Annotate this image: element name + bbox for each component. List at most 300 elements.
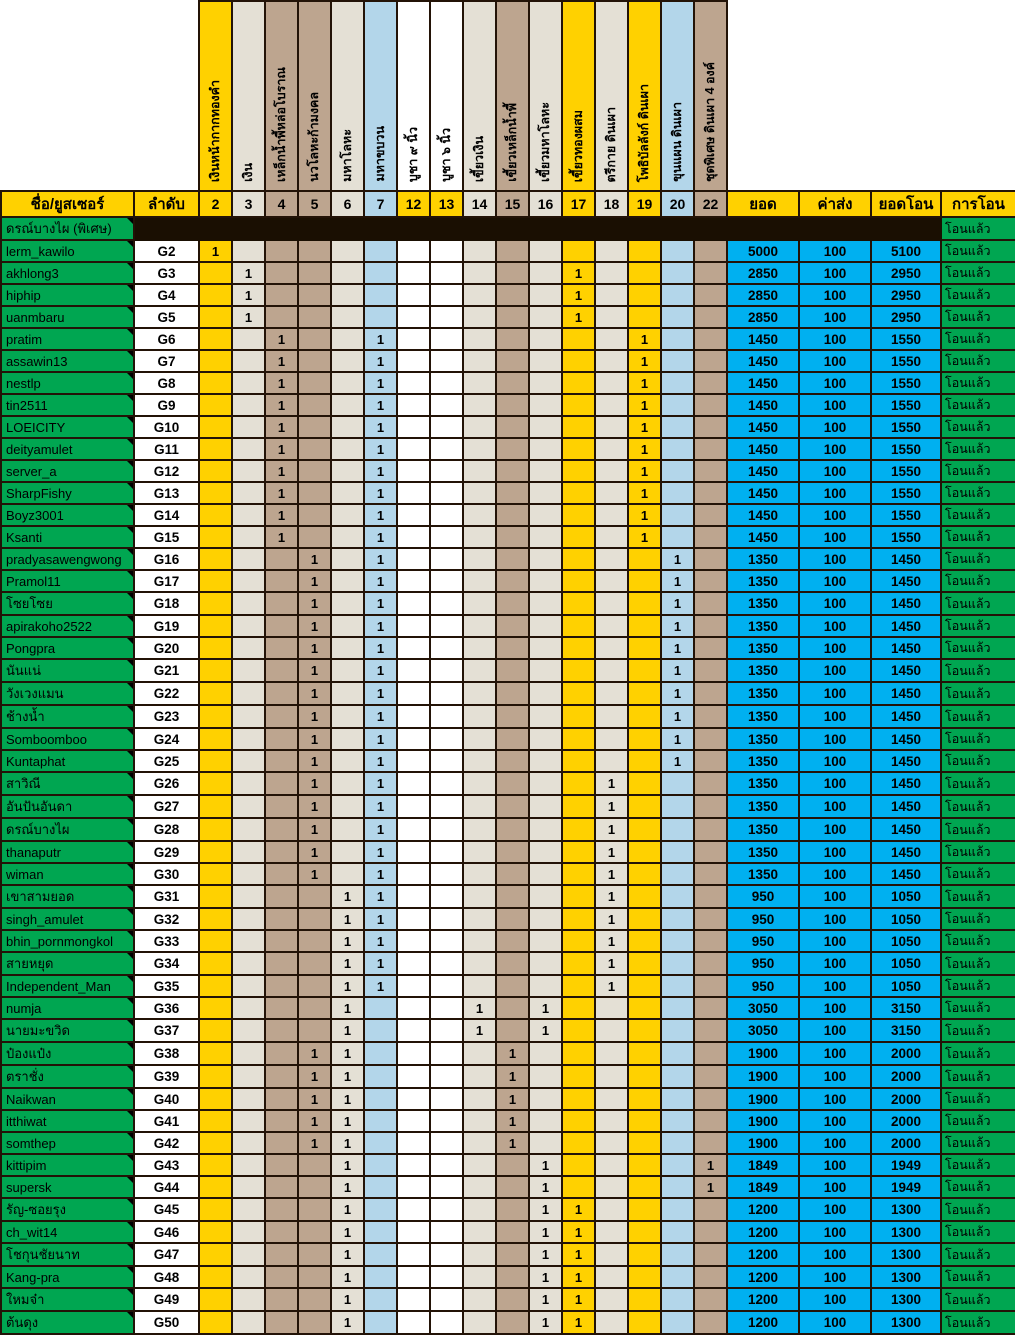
mark-cell-16[interactable] — [529, 705, 562, 728]
mark-cell-19[interactable] — [628, 1266, 661, 1288]
order-cell[interactable]: G45 — [134, 1198, 199, 1221]
mark-cell-20[interactable] — [661, 394, 694, 416]
mark-cell-19[interactable] — [628, 818, 661, 841]
mark-cell-19[interactable] — [628, 1110, 661, 1132]
mark-cell-3[interactable] — [232, 570, 265, 592]
total-cell[interactable]: 1450 — [727, 416, 799, 438]
mark-cell-5[interactable] — [298, 240, 331, 262]
mark-cell-17[interactable]: 1 — [562, 262, 595, 284]
mark-cell-4[interactable] — [265, 818, 298, 841]
mark-cell-13[interactable] — [430, 548, 463, 570]
mark-cell-15[interactable] — [496, 795, 529, 818]
mark-cell-19[interactable] — [628, 1042, 661, 1065]
mark-cell-6[interactable]: 1 — [331, 1065, 364, 1088]
mark-cell-18[interactable] — [595, 1019, 628, 1042]
mark-cell-2[interactable] — [199, 1288, 232, 1311]
transfer-status-cell[interactable]: โอนแล้ว — [941, 930, 1015, 952]
mark-cell-6[interactable] — [331, 570, 364, 592]
order-cell[interactable]: G3 — [134, 262, 199, 284]
mark-cell-19[interactable] — [628, 908, 661, 930]
mark-cell-6[interactable] — [331, 659, 364, 682]
mark-cell-22[interactable] — [694, 306, 727, 328]
mark-cell-12[interactable] — [397, 1132, 430, 1154]
col-header-15[interactable] — [496, 1, 529, 191]
username-cell[interactable]: ตราชั่ง — [1, 1065, 134, 1088]
transfer-total-cell[interactable]: 1450 — [871, 637, 941, 659]
mark-cell-18[interactable]: 1 — [595, 841, 628, 863]
mark-cell-3[interactable] — [232, 1110, 265, 1132]
mark-cell-4[interactable] — [265, 306, 298, 328]
mark-cell-4[interactable] — [265, 659, 298, 682]
mark-cell-12[interactable] — [397, 930, 430, 952]
mark-cell-6[interactable] — [331, 637, 364, 659]
mark-cell-7[interactable] — [364, 1154, 397, 1176]
mark-cell-3[interactable] — [232, 394, 265, 416]
fee-cell[interactable]: 100 — [799, 659, 871, 682]
mark-cell-14[interactable] — [463, 1288, 496, 1311]
mark-cell-2[interactable] — [199, 592, 232, 615]
transfer-total-cell[interactable]: 2000 — [871, 1042, 941, 1065]
transfer-status-cell[interactable]: โอนแล้ว — [941, 1198, 1015, 1221]
mark-cell-20[interactable]: 1 — [661, 592, 694, 615]
username-cell[interactable]: โซยโซย — [1, 592, 134, 615]
mark-cell-4[interactable] — [265, 885, 298, 908]
mark-cell-18[interactable] — [595, 504, 628, 526]
mark-cell-17[interactable] — [562, 592, 595, 615]
total-cell[interactable]: 1350 — [727, 615, 799, 637]
mark-cell-13[interactable] — [430, 841, 463, 863]
total-cell[interactable]: 1849 — [727, 1176, 799, 1198]
order-cell[interactable]: G40 — [134, 1088, 199, 1110]
total-cell[interactable]: 1450 — [727, 526, 799, 548]
total-cell[interactable]: 3050 — [727, 997, 799, 1019]
mark-cell-2[interactable] — [199, 795, 232, 818]
mark-cell-15[interactable] — [496, 750, 529, 772]
mark-cell-15[interactable] — [496, 659, 529, 682]
mark-cell-18[interactable] — [595, 306, 628, 328]
mark-cell-20[interactable]: 1 — [661, 548, 694, 570]
mark-cell-12[interactable] — [397, 772, 430, 795]
order-cell[interactable]: G11 — [134, 438, 199, 460]
mark-cell-12[interactable] — [397, 416, 430, 438]
col-header-7[interactable] — [364, 1, 397, 191]
mark-cell-5[interactable] — [298, 975, 331, 997]
fee-cell[interactable]: 100 — [799, 728, 871, 750]
mark-cell-19[interactable] — [628, 1132, 661, 1154]
username-cell[interactable]: ป๋องแป๋ง — [1, 1042, 134, 1065]
mark-cell-3[interactable]: 1 — [232, 306, 265, 328]
mark-cell-14[interactable] — [463, 262, 496, 284]
mark-cell-6[interactable]: 1 — [331, 1132, 364, 1154]
mark-cell-4[interactable]: 1 — [265, 504, 298, 526]
mark-cell-7[interactable]: 1 — [364, 570, 397, 592]
mark-cell-6[interactable] — [331, 615, 364, 637]
mark-cell-17[interactable] — [562, 504, 595, 526]
mark-cell-20[interactable] — [661, 482, 694, 504]
mark-cell-15[interactable] — [496, 548, 529, 570]
mark-cell-4[interactable] — [265, 705, 298, 728]
mark-cell-7[interactable] — [364, 1132, 397, 1154]
mark-cell-12[interactable] — [397, 795, 430, 818]
mark-cell-17[interactable] — [562, 659, 595, 682]
username-cell[interactable]: apirakoho2522 — [1, 615, 134, 637]
mark-cell-5[interactable]: 1 — [298, 772, 331, 795]
mark-cell-14[interactable] — [463, 526, 496, 548]
mark-cell-13[interactable] — [430, 952, 463, 975]
mark-cell-18[interactable] — [595, 615, 628, 637]
mark-cell-16[interactable] — [529, 350, 562, 372]
mark-cell-19[interactable] — [628, 682, 661, 705]
mark-cell-22[interactable] — [694, 750, 727, 772]
mark-cell-16[interactable]: 1 — [529, 1221, 562, 1243]
transfer-status-cell[interactable]: โอนแล้ว — [941, 885, 1015, 908]
transfer-total-cell[interactable]: 1050 — [871, 952, 941, 975]
mark-cell-2[interactable] — [199, 930, 232, 952]
order-cell[interactable]: G30 — [134, 863, 199, 885]
mark-cell-14[interactable] — [463, 1176, 496, 1198]
mark-cell-13[interactable] — [430, 306, 463, 328]
col-header-16[interactable] — [529, 1, 562, 191]
order-cell[interactable]: G2 — [134, 240, 199, 262]
mark-cell-20[interactable] — [661, 328, 694, 350]
mark-cell-17[interactable] — [562, 240, 595, 262]
transfer-total-cell[interactable]: 1450 — [871, 728, 941, 750]
mark-cell-20[interactable]: 1 — [661, 659, 694, 682]
mark-cell-4[interactable]: 1 — [265, 460, 298, 482]
mark-cell-2[interactable] — [199, 705, 232, 728]
mark-cell-13[interactable] — [430, 262, 463, 284]
fee-cell[interactable]: 100 — [799, 284, 871, 306]
transfer-status-cell[interactable]: โอนแล้ว — [941, 908, 1015, 930]
mark-cell-4[interactable] — [265, 548, 298, 570]
transfer-total-cell[interactable]: 1300 — [871, 1266, 941, 1288]
mark-cell-16[interactable] — [529, 526, 562, 548]
mark-cell-7[interactable] — [364, 1221, 397, 1243]
mark-cell-5[interactable]: 1 — [298, 570, 331, 592]
mark-cell-12[interactable] — [397, 997, 430, 1019]
transfer-status-cell[interactable]: โอนแล้ว — [941, 460, 1015, 482]
total-cell[interactable]: 1350 — [727, 863, 799, 885]
total-cell[interactable]: 1450 — [727, 328, 799, 350]
mark-cell-13[interactable] — [430, 637, 463, 659]
order-cell[interactable]: G41 — [134, 1110, 199, 1132]
col-number-3[interactable]: 3 — [232, 191, 265, 217]
total-cell[interactable]: 1450 — [727, 372, 799, 394]
mark-cell-14[interactable] — [463, 952, 496, 975]
order-cell[interactable]: G33 — [134, 930, 199, 952]
mark-cell-3[interactable] — [232, 1288, 265, 1311]
total-cell[interactable]: 1450 — [727, 460, 799, 482]
mark-cell-20[interactable] — [661, 885, 694, 908]
order-cell[interactable]: G6 — [134, 328, 199, 350]
mark-cell-20[interactable] — [661, 1088, 694, 1110]
order-cell[interactable]: G23 — [134, 705, 199, 728]
mark-cell-13[interactable] — [430, 1288, 463, 1311]
mark-cell-5[interactable] — [298, 350, 331, 372]
transfer-status-cell[interactable]: โอนแล้ว — [941, 1110, 1015, 1132]
mark-cell-15[interactable] — [496, 1288, 529, 1311]
transfer-total-cell[interactable]: 1450 — [871, 659, 941, 682]
mark-cell-16[interactable] — [529, 637, 562, 659]
mark-cell-7[interactable] — [364, 997, 397, 1019]
mark-cell-12[interactable] — [397, 637, 430, 659]
mark-cell-4[interactable] — [265, 863, 298, 885]
col-header-17[interactable] — [562, 1, 595, 191]
mark-cell-7[interactable] — [364, 284, 397, 306]
mark-cell-22[interactable] — [694, 328, 727, 350]
mark-cell-13[interactable] — [430, 240, 463, 262]
mark-cell-22[interactable] — [694, 1266, 727, 1288]
mark-cell-20[interactable]: 1 — [661, 570, 694, 592]
mark-cell-14[interactable] — [463, 416, 496, 438]
mark-cell-4[interactable]: 1 — [265, 416, 298, 438]
mark-cell-15[interactable]: 1 — [496, 1088, 529, 1110]
mark-cell-19[interactable]: 1 — [628, 416, 661, 438]
mark-cell-4[interactable] — [265, 1288, 298, 1311]
mark-cell-20[interactable] — [661, 460, 694, 482]
mark-cell-5[interactable] — [298, 438, 331, 460]
mark-cell-7[interactable]: 1 — [364, 659, 397, 682]
order-cell[interactable]: G13 — [134, 482, 199, 504]
mark-cell-6[interactable]: 1 — [331, 997, 364, 1019]
transfer-status-cell[interactable]: โอนแล้ว — [941, 1042, 1015, 1065]
fee-cell[interactable]: 100 — [799, 637, 871, 659]
mark-cell-4[interactable]: 1 — [265, 328, 298, 350]
mark-cell-16[interactable] — [529, 570, 562, 592]
mark-cell-15[interactable] — [496, 1243, 529, 1266]
mark-cell-19[interactable] — [628, 1288, 661, 1311]
transfer-status-cell[interactable]: โอนแล้ว — [941, 328, 1015, 350]
username-cell[interactable]: นันแน่ — [1, 659, 134, 682]
mark-cell-7[interactable]: 1 — [364, 975, 397, 997]
mark-cell-5[interactable]: 1 — [298, 863, 331, 885]
order-cell[interactable]: G42 — [134, 1132, 199, 1154]
mark-cell-12[interactable] — [397, 750, 430, 772]
order-cell[interactable]: G7 — [134, 350, 199, 372]
mark-cell-20[interactable] — [661, 795, 694, 818]
col-number-14[interactable]: 14 — [463, 191, 496, 217]
mark-cell-19[interactable] — [628, 841, 661, 863]
mark-cell-19[interactable]: 1 — [628, 372, 661, 394]
transfer-status-cell[interactable]: โอนแล้ว — [941, 728, 1015, 750]
mark-cell-18[interactable] — [595, 1266, 628, 1288]
mark-cell-12[interactable] — [397, 262, 430, 284]
mark-cell-2[interactable] — [199, 841, 232, 863]
mark-cell-5[interactable] — [298, 482, 331, 504]
mark-cell-18[interactable] — [595, 997, 628, 1019]
mark-cell-16[interactable] — [529, 1088, 562, 1110]
fee-cell[interactable]: 100 — [799, 460, 871, 482]
mark-cell-2[interactable] — [199, 818, 232, 841]
mark-cell-19[interactable] — [628, 863, 661, 885]
mark-cell-2[interactable] — [199, 438, 232, 460]
mark-cell-18[interactable] — [595, 548, 628, 570]
order-cell[interactable]: G50 — [134, 1311, 199, 1334]
username-cell[interactable]: deityamulet — [1, 438, 134, 460]
col-number-16[interactable]: 16 — [529, 191, 562, 217]
mark-cell-14[interactable]: 1 — [463, 997, 496, 1019]
mark-cell-15[interactable]: 1 — [496, 1042, 529, 1065]
transfer-total-cell[interactable]: 1450 — [871, 548, 941, 570]
mark-cell-7[interactable] — [364, 240, 397, 262]
mark-cell-3[interactable] — [232, 930, 265, 952]
mark-cell-12[interactable] — [397, 1266, 430, 1288]
mark-cell-5[interactable]: 1 — [298, 1042, 331, 1065]
mark-cell-3[interactable] — [232, 350, 265, 372]
order-cell[interactable]: G5 — [134, 306, 199, 328]
mark-cell-14[interactable] — [463, 1266, 496, 1288]
mark-cell-22[interactable] — [694, 885, 727, 908]
transfer-status-cell[interactable]: โอนแล้ว — [941, 240, 1015, 262]
total-cell[interactable]: 1350 — [727, 750, 799, 772]
mark-cell-14[interactable] — [463, 482, 496, 504]
mark-cell-17[interactable] — [562, 682, 595, 705]
mark-cell-16[interactable] — [529, 592, 562, 615]
mark-cell-15[interactable] — [496, 1019, 529, 1042]
mark-cell-3[interactable] — [232, 1042, 265, 1065]
mark-cell-13[interactable] — [430, 863, 463, 885]
transfer-total-cell[interactable]: 1550 — [871, 372, 941, 394]
mark-cell-7[interactable] — [364, 1110, 397, 1132]
fee-cell[interactable]: 100 — [799, 841, 871, 863]
transfer-status-cell[interactable]: โอนแล้ว — [941, 548, 1015, 570]
mark-cell-14[interactable] — [463, 350, 496, 372]
order-cell[interactable]: G37 — [134, 1019, 199, 1042]
transfer-total-cell[interactable]: 1949 — [871, 1176, 941, 1198]
mark-cell-22[interactable] — [694, 548, 727, 570]
fee-cell[interactable]: 100 — [799, 306, 871, 328]
mark-cell-17[interactable] — [562, 1110, 595, 1132]
mark-cell-6[interactable] — [331, 438, 364, 460]
mark-cell-3[interactable] — [232, 1311, 265, 1334]
mark-cell-13[interactable] — [430, 1198, 463, 1221]
mark-cell-5[interactable] — [298, 328, 331, 350]
transfer-total-cell[interactable]: 1550 — [871, 438, 941, 460]
username-cell[interactable]: ดรณ์บางไผ — [1, 818, 134, 841]
mark-cell-15[interactable] — [496, 682, 529, 705]
mark-cell-6[interactable] — [331, 548, 364, 570]
mark-cell-4[interactable]: 1 — [265, 482, 298, 504]
mark-cell-20[interactable] — [661, 262, 694, 284]
mark-cell-18[interactable] — [595, 637, 628, 659]
fee-cell[interactable]: 100 — [799, 328, 871, 350]
mark-cell-2[interactable] — [199, 1065, 232, 1088]
order-cell[interactable]: G19 — [134, 615, 199, 637]
mark-cell-15[interactable] — [496, 705, 529, 728]
mark-cell-22[interactable] — [694, 1110, 727, 1132]
transfer-total-cell[interactable]: 1450 — [871, 682, 941, 705]
mark-cell-14[interactable] — [463, 908, 496, 930]
mark-cell-12[interactable] — [397, 1221, 430, 1243]
total-cell[interactable]: 2850 — [727, 306, 799, 328]
mark-cell-6[interactable]: 1 — [331, 1288, 364, 1311]
mark-cell-17[interactable] — [562, 1019, 595, 1042]
order-cell[interactable]: G4 — [134, 284, 199, 306]
mark-cell-5[interactable] — [298, 1311, 331, 1334]
transfer-status-cell[interactable]: โอนแล้ว — [941, 1311, 1015, 1334]
transfer-total-cell[interactable]: 1450 — [871, 772, 941, 795]
order-cell[interactable]: G47 — [134, 1243, 199, 1266]
fee-cell[interactable]: 100 — [799, 750, 871, 772]
mark-cell-13[interactable] — [430, 818, 463, 841]
mark-cell-17[interactable] — [562, 526, 595, 548]
total-cell[interactable]: 1450 — [727, 350, 799, 372]
username-cell[interactable]: สายหยุด — [1, 952, 134, 975]
mark-cell-20[interactable] — [661, 306, 694, 328]
mark-cell-7[interactable]: 1 — [364, 818, 397, 841]
mark-cell-17[interactable] — [562, 863, 595, 885]
mark-cell-13[interactable] — [430, 416, 463, 438]
mark-cell-12[interactable] — [397, 841, 430, 863]
transfer-total-cell[interactable]: 1450 — [871, 795, 941, 818]
mark-cell-19[interactable] — [628, 1243, 661, 1266]
mark-cell-13[interactable] — [430, 615, 463, 637]
username-cell[interactable]: pratim — [1, 328, 134, 350]
order-cell[interactable]: G21 — [134, 659, 199, 682]
total-cell[interactable]: 1350 — [727, 795, 799, 818]
mark-cell-18[interactable] — [595, 1176, 628, 1198]
mark-cell-3[interactable] — [232, 526, 265, 548]
transfer-total-cell[interactable]: 5100 — [871, 240, 941, 262]
mark-cell-3[interactable] — [232, 863, 265, 885]
mark-cell-19[interactable]: 1 — [628, 328, 661, 350]
transfer-total-cell[interactable]: 1550 — [871, 394, 941, 416]
mark-cell-14[interactable] — [463, 1154, 496, 1176]
mark-cell-17[interactable]: 1 — [562, 1266, 595, 1288]
mark-cell-4[interactable] — [265, 750, 298, 772]
mark-cell-6[interactable]: 1 — [331, 1221, 364, 1243]
mark-cell-6[interactable] — [331, 328, 364, 350]
mark-cell-15[interactable] — [496, 975, 529, 997]
transfer-status-cell[interactable]: โอนแล้ว — [941, 350, 1015, 372]
username-cell[interactable]: นายมะขวิด — [1, 1019, 134, 1042]
total-cell[interactable]: 950 — [727, 930, 799, 952]
mark-cell-12[interactable] — [397, 1154, 430, 1176]
total-cell[interactable]: 1200 — [727, 1266, 799, 1288]
mark-cell-15[interactable]: 1 — [496, 1065, 529, 1088]
mark-cell-2[interactable] — [199, 1088, 232, 1110]
mark-cell-3[interactable] — [232, 952, 265, 975]
mark-cell-16[interactable] — [529, 885, 562, 908]
total-cell[interactable]: 1350 — [727, 592, 799, 615]
mark-cell-18[interactable] — [595, 592, 628, 615]
transfer-total-cell[interactable]: 1550 — [871, 526, 941, 548]
username-cell[interactable]: Somboomboo — [1, 728, 134, 750]
mark-cell-13[interactable] — [430, 930, 463, 952]
mark-cell-2[interactable] — [199, 615, 232, 637]
mark-cell-18[interactable] — [595, 705, 628, 728]
mark-cell-19[interactable]: 1 — [628, 438, 661, 460]
mark-cell-20[interactable] — [661, 1198, 694, 1221]
transfer-total-cell[interactable]: 2000 — [871, 1110, 941, 1132]
mark-cell-2[interactable] — [199, 908, 232, 930]
mark-cell-16[interactable] — [529, 818, 562, 841]
mark-cell-19[interactable]: 1 — [628, 504, 661, 526]
mark-cell-19[interactable] — [628, 705, 661, 728]
total-cell[interactable]: 3050 — [727, 1019, 799, 1042]
mark-cell-17[interactable]: 1 — [562, 1221, 595, 1243]
transfer-status-cell[interactable]: โอนแล้ว — [941, 637, 1015, 659]
mark-cell-22[interactable] — [694, 504, 727, 526]
mark-cell-7[interactable] — [364, 1042, 397, 1065]
special-group-name-cell[interactable]: ดรณ์บางไผ (พิเศษ) — [1, 217, 134, 240]
mark-cell-7[interactable]: 1 — [364, 750, 397, 772]
mark-cell-13[interactable] — [430, 750, 463, 772]
mark-cell-22[interactable] — [694, 952, 727, 975]
mark-cell-12[interactable] — [397, 659, 430, 682]
fee-cell[interactable]: 100 — [799, 1110, 871, 1132]
mark-cell-18[interactable]: 1 — [595, 863, 628, 885]
